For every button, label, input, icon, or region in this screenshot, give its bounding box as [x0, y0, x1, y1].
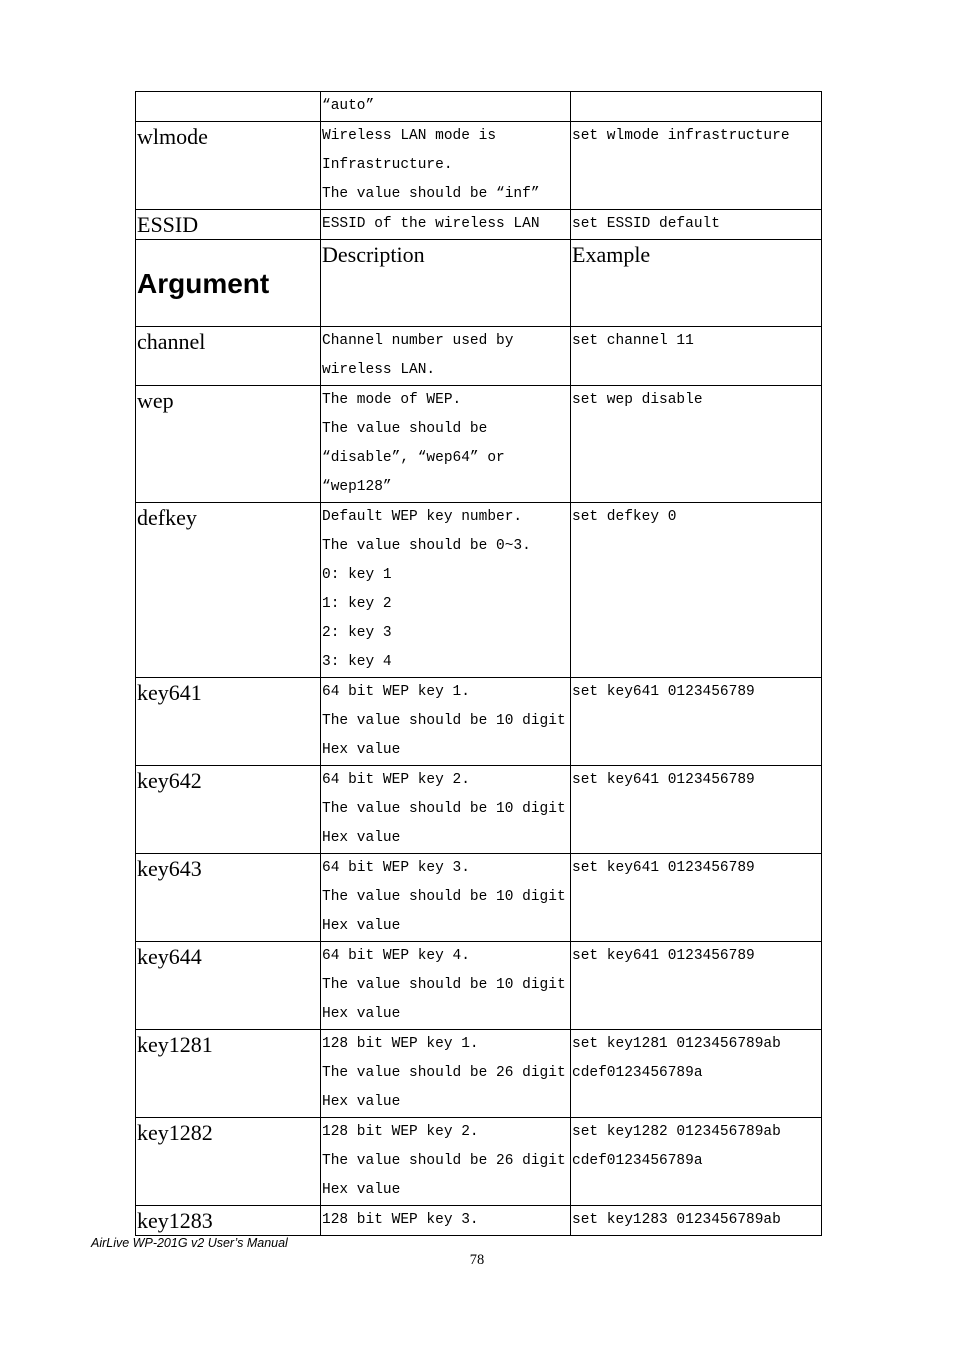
description-cell: [321, 1206, 571, 1236]
example-cell: [571, 1118, 822, 1206]
table-row: [136, 942, 822, 1030]
argument-cell: [136, 766, 321, 854]
description-line: 128 bit WEP key 1.: [322, 1036, 479, 1052]
argument-cell: [136, 1118, 321, 1206]
example-cell: [571, 92, 822, 122]
argument-name: key641: [137, 680, 202, 705]
description-cell: [321, 854, 571, 942]
description-line: The value should be 26 digit: [322, 1065, 566, 1081]
description-line: 64 bit WEP key 2.: [322, 772, 470, 788]
argument-cell: [136, 122, 321, 210]
description-line: 128 bit WEP key 2.: [322, 1124, 479, 1140]
header-example-label: Example: [572, 242, 651, 267]
argument-table: [135, 91, 822, 1236]
table-header-row: [136, 240, 822, 327]
description-line: Hex value: [322, 742, 401, 758]
description-line: “disable”, “wep64” or: [322, 450, 505, 466]
argument-cell: [136, 1206, 321, 1236]
description-line: The value should be 26 digit: [322, 1153, 566, 1169]
argument-name: ESSID: [137, 212, 199, 237]
description-cell: [321, 122, 571, 210]
description-line: Infrastructure.: [322, 157, 453, 173]
table-row: [136, 678, 822, 766]
example-line: set key1282 0123456789ab: [572, 1124, 781, 1140]
argument-cell: [136, 942, 321, 1030]
table-row: [136, 854, 822, 942]
description-line: The value should be 10 digit: [322, 889, 566, 905]
footer-manual-title: AirLive WP-201G v2 User’s Manual: [91, 1236, 288, 1250]
example-cell: [571, 1030, 822, 1118]
argument-name: wlmode: [137, 124, 208, 149]
description-cell: [321, 678, 571, 766]
description-cell: [321, 386, 571, 503]
table-body-top: [136, 92, 822, 240]
description-line: Wireless LAN mode is: [322, 128, 497, 144]
description-cell: [321, 1030, 571, 1118]
example-cell: [571, 503, 822, 678]
example-line: cdef0123456789a: [572, 1153, 703, 1169]
description-line: Default WEP key number.: [322, 509, 523, 525]
description-line: “wep128”: [322, 479, 392, 495]
description-line: 3: key 4: [322, 654, 392, 670]
example-line: set key641 0123456789: [572, 684, 755, 700]
example-line: set wlmode infrastructure: [572, 128, 790, 144]
argument-name: key643: [137, 856, 202, 881]
argument-cell: [136, 327, 321, 386]
argument-cell: [136, 1030, 321, 1118]
example-line: set key641 0123456789: [572, 948, 755, 964]
description-line: The value should be “inf”: [322, 186, 540, 202]
description-cell: [321, 327, 571, 386]
example-line: set key641 0123456789: [572, 860, 755, 876]
table-row: [136, 122, 822, 210]
example-line: set ESSID default: [572, 216, 720, 232]
argument-name: defkey: [137, 505, 197, 530]
table-row: [136, 1118, 822, 1206]
description-line: The value should be 0~3.: [322, 538, 531, 554]
example-line: set key1281 0123456789ab: [572, 1036, 781, 1052]
description-cell: [321, 503, 571, 678]
argument-cell: [136, 92, 321, 122]
description-cell: [321, 766, 571, 854]
table-row: [136, 766, 822, 854]
argument-name: wep: [137, 388, 174, 413]
example-line: set defkey 0: [572, 509, 677, 525]
argument-name: key1283: [137, 1208, 213, 1233]
description-line: The value should be 10 digit: [322, 977, 566, 993]
footer-page-number: 78: [469, 1252, 485, 1268]
header-argument-label: Argument: [137, 268, 270, 299]
argument-cell: [136, 386, 321, 503]
description-line: Hex value: [322, 1094, 401, 1110]
example-line: set key1283 0123456789ab: [572, 1212, 781, 1228]
argument-cell: [136, 503, 321, 678]
description-line: 2: key 3: [322, 625, 392, 641]
example-line: set key641 0123456789: [572, 772, 755, 788]
description-line: The mode of WEP.: [322, 392, 462, 408]
example-cell: [571, 210, 822, 240]
description-line: The value should be: [322, 421, 488, 437]
description-line: Channel number used by: [322, 333, 514, 349]
example-cell: [571, 1206, 822, 1236]
description-line: 0: key 1: [322, 567, 392, 583]
example-cell: [571, 766, 822, 854]
description-line: The value should be 10 digit: [322, 801, 566, 817]
example-line: set wep disable: [572, 392, 703, 408]
description-cell: [321, 1118, 571, 1206]
example-cell: [571, 386, 822, 503]
table-header-row-group: [136, 240, 822, 327]
description-line: The value should be 10 digit: [322, 713, 566, 729]
example-cell: [571, 678, 822, 766]
argument-name: key644: [137, 944, 202, 969]
header-cell-example: [571, 240, 822, 327]
table-row: [136, 327, 822, 386]
example-line: cdef0123456789a: [572, 1065, 703, 1081]
description-line: “auto”: [322, 98, 375, 114]
argument-name: key1281: [137, 1032, 213, 1057]
example-cell: [571, 942, 822, 1030]
description-cell: [321, 92, 571, 122]
example-cell: [571, 854, 822, 942]
argument-cell: [136, 210, 321, 240]
description-line: Hex value: [322, 830, 401, 846]
description-line: ESSID of the wireless LAN: [322, 216, 540, 232]
example-line: set channel 11: [572, 333, 694, 349]
description-line: Hex value: [322, 1006, 401, 1022]
description-line: 1: key 2: [322, 596, 392, 612]
example-cell: [571, 122, 822, 210]
table-row: [136, 210, 822, 240]
description-cell: [321, 210, 571, 240]
argument-name: channel: [137, 329, 206, 354]
table-row: [136, 1206, 822, 1236]
description-cell: [321, 942, 571, 1030]
argument-cell: [136, 854, 321, 942]
description-line: Hex value: [322, 1182, 401, 1198]
description-line: Hex value: [322, 918, 401, 934]
argument-cell: [136, 678, 321, 766]
table-body-bottom: [136, 327, 822, 1236]
table-row: [136, 386, 822, 503]
argument-name: key642: [137, 768, 202, 793]
example-cell: [571, 327, 822, 386]
description-line: wireless LAN.: [322, 362, 436, 378]
description-line: 64 bit WEP key 3.: [322, 860, 470, 876]
description-line: 64 bit WEP key 4.: [322, 948, 470, 964]
table-row: [136, 92, 822, 122]
description-line: 128 bit WEP key 3.: [322, 1212, 479, 1228]
header-description-label: Description: [322, 242, 425, 267]
table-row: [136, 1030, 822, 1118]
argument-name: key1282: [137, 1120, 213, 1145]
header-cell-description: [321, 240, 571, 327]
description-line: 64 bit WEP key 1.: [322, 684, 470, 700]
header-cell-argument: [136, 240, 321, 327]
table-row: [136, 503, 822, 678]
